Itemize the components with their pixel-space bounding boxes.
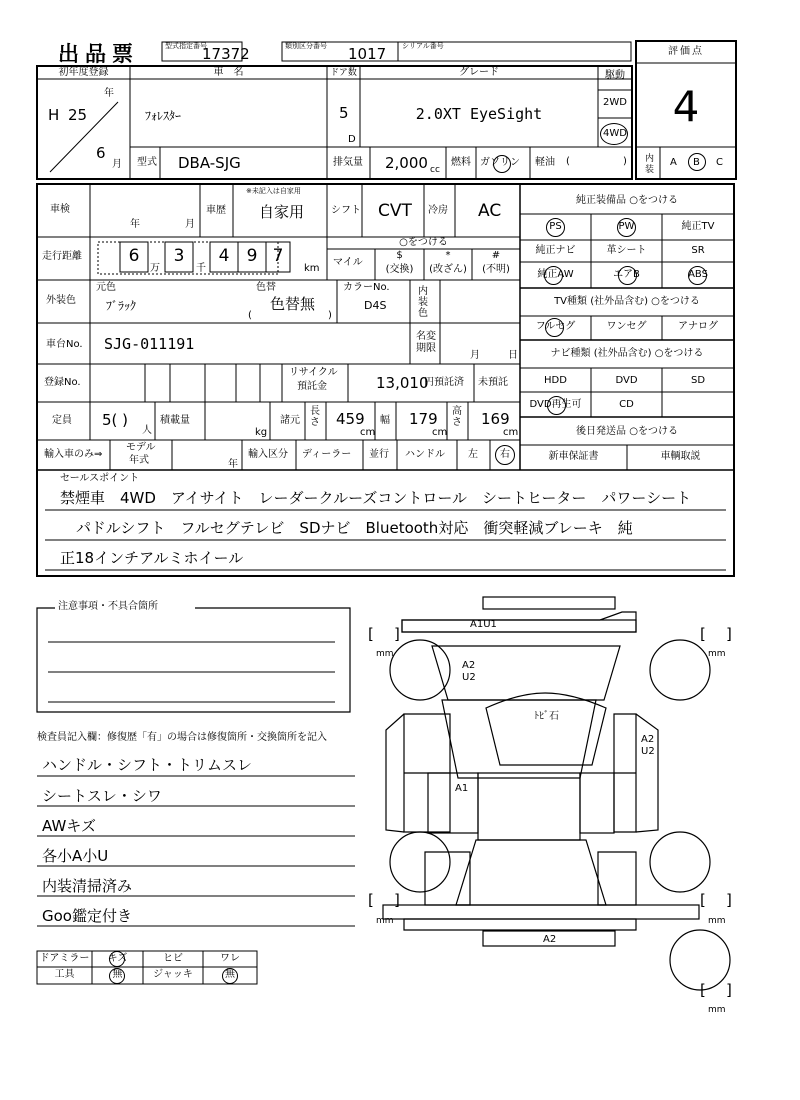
capacity-unit: 人 xyxy=(142,425,152,436)
option-airbag: エアB xyxy=(613,269,640,280)
tire-bracket-spare-close: ] xyxy=(726,981,732,999)
mark-rear-bumper: A2 xyxy=(543,934,557,945)
tire-bracket-fr-close: ] xyxy=(726,625,732,643)
exchange-symbol: $ xyxy=(396,250,403,261)
tire-bracket-rr-close: ] xyxy=(726,891,732,909)
first-registration-label: 初年度登録 xyxy=(58,67,109,78)
exchange-option: (交換) xyxy=(385,264,414,275)
interior-grade-b: B xyxy=(693,157,700,168)
capacity-value: 5( ) xyxy=(102,411,129,429)
mirror-scratch-mark xyxy=(109,951,125,967)
later-shipment-title: 後日発送品 ○をつける xyxy=(576,426,678,437)
tv-fullseg: フルセグ xyxy=(535,321,576,332)
inspection-year-unit: 年 xyxy=(130,219,140,230)
reg-no-label: 登録No. xyxy=(44,377,81,388)
navi-selected-mark xyxy=(547,396,566,415)
mileage-label: 走行距離 xyxy=(42,251,82,262)
width-value: 179 xyxy=(409,410,438,428)
tire-bracket-fr-open: [ xyxy=(700,625,706,643)
shift-value: CVT xyxy=(378,201,412,221)
later-warranty: 新車保証書 xyxy=(548,451,599,462)
option-genuine-tv: 純正TV xyxy=(681,221,715,232)
load-label: 積載量 xyxy=(160,415,190,426)
history-note: ※未記入は自家用 xyxy=(246,187,301,195)
length-unit: cm xyxy=(360,427,376,438)
import-only-label: 輸入車のみ⇒ xyxy=(44,449,103,460)
handle-label: ハンドル xyxy=(405,449,445,460)
displacement-unit: cc xyxy=(430,165,440,175)
form-title: 出品票 xyxy=(58,42,139,66)
handle-right: 右 xyxy=(500,449,510,460)
navi-type-title: ナビ種類 (社外品含む) ○をつける xyxy=(550,348,704,359)
type-designation-value: 17372 xyxy=(202,45,250,63)
interior-selected-mark xyxy=(688,153,706,171)
repaint-paren-open: ( xyxy=(248,310,252,321)
mirror-break: ワレ xyxy=(220,953,240,964)
registration-month: 6 xyxy=(96,144,106,162)
navi-dvd: DVD xyxy=(615,375,638,386)
tire-bracket-rl-open: [ xyxy=(368,891,374,909)
score-label: 評価点 xyxy=(668,46,704,57)
width-label: 幅 xyxy=(380,415,390,426)
interior-grade-label: 内装 xyxy=(645,154,655,175)
jack-label: ジャッキ xyxy=(153,969,193,980)
tire-bracket-rl-close: ] xyxy=(394,891,400,909)
mile-option: マイル xyxy=(333,257,363,268)
tv-oneseg: ワンセグ xyxy=(606,321,647,332)
navi-hdd: HDD xyxy=(544,375,567,386)
tire-bracket-spare-open: [ xyxy=(700,981,706,999)
navi-dvd-playback: DVD再生可 xyxy=(529,399,582,410)
tire-bracket-fl-open: [ xyxy=(368,625,374,643)
tire-rr-unit: mm xyxy=(708,916,726,926)
option-leather-seat: 革シート xyxy=(606,245,647,256)
capacity-label: 定員 xyxy=(52,415,72,426)
category-label: 類別区分番号 xyxy=(285,42,327,50)
mileage-digit-5: 7 xyxy=(272,246,284,266)
exterior-color-label: 外装色 xyxy=(46,295,76,306)
mark-hood: ﾄﾋﾞ石 xyxy=(534,711,559,722)
tire-rl-unit: mm xyxy=(376,916,394,926)
interior-grade-c: C xyxy=(716,157,723,168)
tire-fr-unit: mm xyxy=(708,649,726,659)
registration-era: H xyxy=(48,106,60,124)
mileage-man-unit: 万 xyxy=(150,263,160,274)
width-unit: cm xyxy=(432,427,448,438)
repaint-value: 色替無 xyxy=(270,295,316,313)
vehicle-name: ﾌｫﾚｽﾀｰ xyxy=(145,109,182,123)
navi-sd: SD xyxy=(690,375,706,386)
color-no-value: D4S xyxy=(364,299,387,312)
jack-value: 無 xyxy=(225,969,235,980)
tools-mark xyxy=(109,968,125,984)
score-value: 4 xyxy=(672,82,700,131)
height-unit: cm xyxy=(503,427,519,438)
fuel-label: 燃料 xyxy=(451,157,471,168)
tire-bracket-fl-close: ] xyxy=(394,625,400,643)
ac-label: 冷房 xyxy=(428,205,448,216)
inspection-month-unit: 月 xyxy=(185,219,195,230)
car-diagram xyxy=(383,597,730,990)
aw-selected-mark xyxy=(544,266,563,285)
note-line-6: Goo鑑定付き xyxy=(42,907,132,925)
displacement-label: 排気量 xyxy=(333,157,363,168)
fuel-paren-open: ( xyxy=(566,156,570,167)
doors-label: ドア数 xyxy=(330,68,357,78)
recycle-label-line2: 預託金 xyxy=(297,381,327,392)
tire-bracket-rr-open: [ xyxy=(700,891,706,909)
mileage-digit-1: 6 xyxy=(128,246,140,266)
drive-label: 駆動 xyxy=(605,70,625,81)
drive-4wd: 4WD xyxy=(603,128,627,139)
type-designation-label: 型式指定番号 xyxy=(165,42,207,50)
mark-front-bumper: A1U1 xyxy=(470,619,497,630)
later-manual: 車輌取説 xyxy=(660,451,701,462)
option-genuine-aw: 純正AW xyxy=(537,269,574,280)
jack-mark xyxy=(222,968,238,984)
grade-value: 2.0XT EyeSight xyxy=(415,105,543,123)
fuel-gasoline: ガソリン xyxy=(480,157,520,168)
vehicle-name-label: 車 名 xyxy=(213,67,244,78)
category-value: 1017 xyxy=(348,45,387,63)
model-value: DBA-SJG xyxy=(178,154,241,172)
recycle-label-line1: リサイクル xyxy=(289,367,338,378)
name-change-day-unit: 日 xyxy=(508,350,518,361)
registration-month-unit: 月 xyxy=(112,159,122,170)
mark-right-front-door: A2 U2 xyxy=(641,734,655,757)
displacement-value: 2,000 xyxy=(385,154,428,172)
option-pw: PW xyxy=(618,221,635,232)
note-line-4: 各小A小U xyxy=(42,847,109,865)
dealer-option: ディーラー xyxy=(302,449,352,460)
shift-label: シフト xyxy=(331,205,361,216)
chassis-value: SJG-011191 xyxy=(104,335,195,353)
length-label: 長さ xyxy=(310,406,320,428)
mileage-digit-3: 4 xyxy=(218,246,230,266)
option-genuine-navi: 純正ナビ xyxy=(535,245,576,256)
tire-fl-unit: mm xyxy=(376,649,394,659)
model-year-unit: 年 xyxy=(228,459,238,470)
registration-year-unit: 年 xyxy=(104,88,114,99)
mark-left-fender: A2 U2 xyxy=(462,660,476,683)
tools-value: 無 xyxy=(112,969,123,980)
tire-spare-unit: mm xyxy=(708,1005,726,1015)
note-line-3: AWキズ xyxy=(42,817,96,835)
repaint-label: 色替 xyxy=(256,282,276,293)
drive-2wd: 2WD xyxy=(603,97,627,108)
door-mirror-label: ドアミラー xyxy=(39,953,90,964)
airbag-selected-mark xyxy=(618,266,637,285)
handle-selected-mark xyxy=(495,445,515,465)
unknown-symbol: # xyxy=(491,250,501,261)
tampered-option: (改ざん) xyxy=(429,264,467,275)
history-value: 自家用 xyxy=(259,203,305,221)
note-line-1: ハンドル・シフト・トリムスレ xyxy=(42,756,253,774)
option-sunroof: SR xyxy=(691,245,705,256)
sales-point-line-1: 禁煙車 4WD アイサイト レーダークルーズコントロール シートヒーター パワーシート xyxy=(60,489,692,507)
abs-selected-mark xyxy=(688,266,707,285)
pw-selected-mark xyxy=(617,218,636,237)
mileage-digit-2: 3 xyxy=(173,246,185,266)
genuine-equipment-title: 純正装備品 ○をつける xyxy=(576,195,678,206)
note-line-5: 内装清掃済み xyxy=(42,877,133,895)
note-line-2: シートスレ・シワ xyxy=(42,787,162,805)
ac-value: AC xyxy=(478,201,502,221)
fuel-light-oil: 軽油 xyxy=(535,157,555,168)
sales-points-label: セールスポイント xyxy=(60,473,140,484)
inspector-note-label: 検査員記入欄：修復歴「有」の場合は修復箇所・交換箇所を記入 xyxy=(37,732,327,743)
doors-suffix: D xyxy=(348,134,356,145)
navi-cd: CD xyxy=(619,399,634,410)
history-label: 車歴 xyxy=(206,205,226,216)
tv-selected-mark xyxy=(545,318,564,337)
color-no-label: カラーNo. xyxy=(343,282,390,293)
mirror-crack: ヒビ xyxy=(163,953,183,964)
dimensions-label: 諸元 xyxy=(280,415,300,426)
grade-label: グレード xyxy=(459,67,499,78)
option-ps: PS xyxy=(549,221,562,232)
parallel-option: 並行 xyxy=(369,449,389,460)
tv-type-title: TV種類 (社外品含む) ○をつける xyxy=(554,296,700,307)
tampered-symbol: * xyxy=(445,250,451,261)
tools-label: 工具 xyxy=(54,969,75,980)
load-unit: kg xyxy=(255,427,268,438)
repaint-paren-close: ) xyxy=(328,310,332,321)
inspection-label: 車検 xyxy=(50,204,70,215)
option-abs: ABS xyxy=(688,269,708,280)
mileage-digit-4: 9 xyxy=(246,246,258,266)
original-color-label: 元色 xyxy=(96,282,116,293)
recycle-unit: 円預託済 xyxy=(424,377,464,388)
ps-selected-mark xyxy=(546,218,565,237)
sales-point-line-2: パドルシフト フルセグテレビ SDナビ Bluetooth対応 衝突軽減ブレーキ 純 xyxy=(76,519,633,537)
mileage-sen-unit: 千 xyxy=(196,263,206,274)
model-label: 型式 xyxy=(137,157,157,168)
mileage-mark-note: ○をつける xyxy=(399,237,448,248)
doors-value: 5 xyxy=(339,104,349,122)
tv-analog: アナログ xyxy=(678,321,718,332)
sales-point-line-3: 正18インチアルミホイール xyxy=(60,549,244,567)
unknown-option: (不明) xyxy=(482,264,510,275)
import-class-label: 輸入区分 xyxy=(248,449,288,460)
handle-left: 左 xyxy=(468,449,478,460)
model-year-label-line1: モデル xyxy=(126,442,156,453)
recycle-not-deposited: 未預託 xyxy=(478,377,508,388)
model-year-label-line2: 年式 xyxy=(129,455,149,466)
recycle-value: 13,010 xyxy=(376,374,429,392)
mileage-unit: km xyxy=(304,263,320,274)
drive-selected-mark xyxy=(600,123,628,145)
fuel-paren-close: ) xyxy=(623,156,627,167)
interior-grade-a: A xyxy=(670,157,677,168)
name-change-label: 名変期限 xyxy=(416,331,436,354)
original-color-value: ﾌﾞﾗｯｸ xyxy=(106,299,137,313)
caution-label: 注意事項・不具合箇所 xyxy=(58,601,158,612)
chassis-label: 車台No. xyxy=(46,339,83,350)
interior-color-label: 内装色 xyxy=(418,286,428,319)
registration-year: 25 xyxy=(68,106,88,124)
serial-label: シリアル番号 xyxy=(402,42,444,50)
mirror-scratch: キズ xyxy=(107,953,128,964)
height-label: 高さ xyxy=(452,406,462,428)
length-value: 459 xyxy=(336,410,365,428)
mark-left-front-door: A1 xyxy=(455,783,469,794)
fuel-selected-mark xyxy=(493,155,511,173)
name-change-month-unit: 月 xyxy=(470,350,480,361)
height-value: 169 xyxy=(481,410,510,428)
